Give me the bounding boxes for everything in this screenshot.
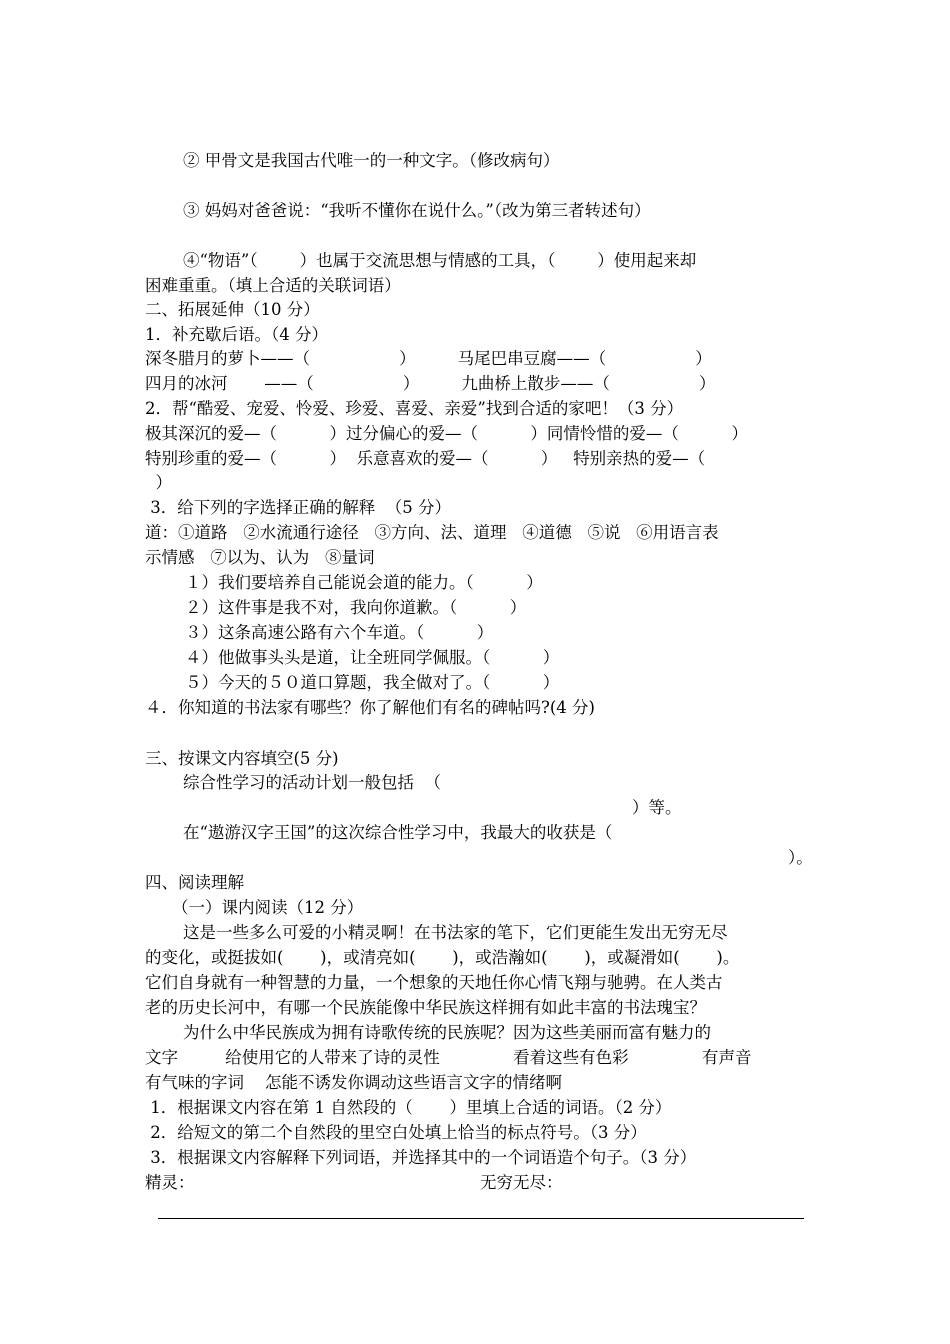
passage-p1-line1: 这是一些多么可爱的小精灵啊！在书法家的笔下，它们更能生发出无穷无尽: [183, 923, 728, 942]
word-jingling-label: 精灵：: [145, 1173, 195, 1192]
question-2-3-heading: 3．给下列的字选择正确的解释 （5 分）: [145, 498, 451, 517]
reading-part-1-heading: （一）课内阅读（12 分）: [172, 898, 364, 917]
question-2-2-heading: 2．帮“酷爱、宠爱、怜爱、珍爱、喜爱、亲爱”找到合适的家吧！（3 分）: [145, 399, 684, 418]
passage-p1-line4: 老的历史长河中，有哪一个民族能像中华民族这样拥有如此丰富的书法瑰宝？: [145, 998, 706, 1017]
reported-speech-item-3: ③ 妈妈对爸爸说：“我听不懂你在说什么。”（改为第三者转述句）: [183, 201, 651, 220]
fill-biggest-gain: 在“遨游汉字王国”的这次综合性学习中，我最大的收获是（: [183, 823, 613, 842]
xiehouyu-row-1: 深冬腊月的萝卜——（ ） 马尾巴串豆腐——（ ）: [145, 349, 712, 368]
reading-question-1: 1．根据课文内容在第 1 自然段的（ ）里填上合适的词语。（2 分）: [145, 1098, 672, 1117]
dao-item-3: ３）这条高速公路有六个车道。（ ）: [185, 623, 494, 642]
word-wuqiongwujin-label: 无穷无尽：: [480, 1173, 563, 1192]
dao-definitions-line1: 道：①道路 ②水流通行途径 ③方向、法、道理 ④道德 ⑤说 ⑥用语言表: [145, 523, 719, 542]
xiehouyu-row-2: 四月的冰河 ——（ ） 九曲桥上散步——（ ）: [145, 374, 716, 393]
love-words-row-2-cont: ）: [145, 473, 172, 492]
answer-underline: [158, 1218, 804, 1219]
conjunction-item-4-line1: ④“物语”（ ）也属于交流思想与情感的工具，（ ）使用起来却: [183, 251, 697, 270]
love-words-row-2: 特别珍重的爱—（ ） 乐意喜欢的爱—（ ） 特别亲热的爱—（: [145, 449, 706, 468]
love-words-row-1: 极其深沉的爱—（ ）过分偏心的爱—（ ）同情怜惜的爱—（ ）: [145, 424, 748, 443]
fill-biggest-gain-end: ）。: [788, 848, 813, 867]
reading-question-3: 3．根据课文内容解释下列词语，并选择其中的一个词语造个句子。（3 分）: [145, 1148, 697, 1167]
dao-item-2: ２）这件事是我不对，我向你道歉。（ ）: [185, 598, 527, 617]
passage-p1-line2: 的变化，或挺拔如( )，或清亮如( )，或浩瀚如( )，或凝滑如( )。: [145, 948, 740, 967]
section-2-heading: 二、拓展延伸（10 分）: [145, 300, 320, 319]
fill-activity-plan-end: ）等。: [632, 798, 682, 817]
conjunction-item-4-line2: 困难重重。（填上合适的关联词语）: [145, 276, 401, 295]
reading-question-2: 2．给短文的第二个自然段的里空白处填上恰当的标点符号。（3 分）: [145, 1123, 647, 1142]
fill-activity-plan: 综合性学习的活动计划一般包括 （: [183, 773, 441, 792]
section-4-heading: 四、阅读理解: [145, 873, 244, 892]
dao-item-5: ５）今天的５０道口算题，我全做对了。（ ）: [185, 673, 560, 692]
section-3-heading: 三、按课文内容填空(5 分): [145, 749, 339, 768]
dao-item-4: ４）他做事头头是道，让全班同学佩服。（ ）: [185, 648, 560, 667]
passage-p1-line3: 它们自身就有一种智慧的力量，一个想象的天地任你心情飞翔与驰骋。在人类古: [145, 973, 723, 992]
passage-p2-line2: 文字 给使用它的人带来了诗的灵性 看着这些有色彩 有声音: [145, 1048, 752, 1067]
passage-p2-line1: 为什么中华民族成为拥有诗歌传统的民族呢？因为这些美丽而富有魅力的: [183, 1023, 711, 1042]
passage-p2-line3: 有气味的字词 怎能不诱发你调动这些语言文字的情绪啊: [145, 1073, 562, 1092]
question-2-4: ４．你知道的书法家有哪些？你了解他们有名的碑帖吗?(4 分): [145, 698, 595, 717]
question-2-1-heading: 1．补充歇后语。（4 分）: [145, 325, 328, 344]
revise-sentence-item-2: ② 甲骨文是我国古代唯一的一种文字。（修改病句）: [183, 151, 560, 170]
dao-definitions-line2: 示情感 ⑦以为、认为 ⑧量词: [145, 548, 375, 567]
dao-item-1: １）我们要培养自己能说会道的能力。（ ）: [185, 573, 543, 592]
